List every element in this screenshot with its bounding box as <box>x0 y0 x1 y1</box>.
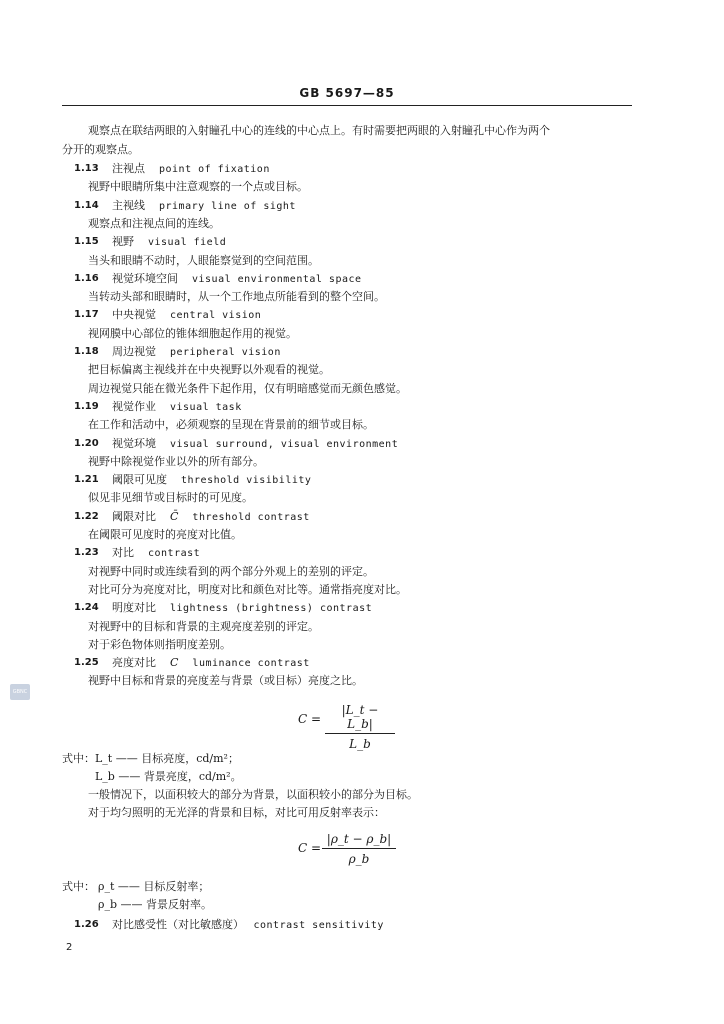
term-chinese: 中央视觉 <box>112 308 156 322</box>
section-number: 1.18 <box>74 346 99 357</box>
section-term <box>112 199 296 214</box>
section-term <box>112 546 200 561</box>
section-body-line: 当头和眼睛不动时，人眼能察觉到的空间范围。 <box>88 253 319 267</box>
where-1-line-1: L_t —— 目标亮度，cd/m²； <box>95 752 239 765</box>
formula-1-fraction <box>325 703 395 751</box>
section-body-line: 在阈限可见度时的亮度对比值。 <box>88 528 242 541</box>
formula-2-lhs: C = <box>298 841 322 855</box>
section-term <box>112 656 310 671</box>
term-chinese: 视觉作业 <box>112 399 156 413</box>
where-2-prefix: 式中： <box>62 880 95 893</box>
formula-2-numerator: |ρ_t − ρ_b| <box>322 832 396 849</box>
term-chinese: 视野 <box>112 235 134 249</box>
section-term <box>112 162 270 177</box>
section-term <box>112 400 242 415</box>
formula-1-numerator: |L_t − L_b| <box>325 703 395 734</box>
intro-line-2: 分开的观察点。 <box>62 143 139 156</box>
term-english: point of fixation <box>159 164 270 175</box>
formula-1-lhs: C = <box>298 712 322 726</box>
section-body-line: 视野中目标和背景的亮度差与背景（或目标）亮度之比。 <box>88 674 363 688</box>
section-body-line: 观察点和注视点间的连线。 <box>88 216 220 230</box>
section-number: 1.25 <box>74 657 99 669</box>
section-body-line: 视野中眼睛所集中注意观察的一个点或目标。 <box>88 180 308 194</box>
section-body-line: 对视野中的目标和背景的主观亮度差别的评定。 <box>88 619 319 633</box>
term-symbol: C̄ <box>170 509 179 523</box>
section-body-line: 对比可分为亮度对比，明度对比和颜色对比等。通常指亮度对比。 <box>88 582 407 596</box>
where-1-line-2: L_b —— 背景亮度，cd/m²。 <box>95 770 242 783</box>
section-term <box>112 272 362 287</box>
section-number-1-26: 1.26 <box>74 919 99 930</box>
section-term <box>112 345 281 360</box>
section-term <box>112 437 398 452</box>
section-term <box>112 510 310 525</box>
formula-1-denominator: L_b <box>349 737 371 751</box>
term-chinese: 周边视觉 <box>112 345 156 358</box>
standard-code: GB 5697—85 <box>299 86 395 100</box>
section-number: 1.20 <box>74 437 99 449</box>
term-chinese: 视觉环境 <box>112 436 156 450</box>
term-chinese: 对比感受性（对比敏感度） <box>112 918 244 931</box>
section-body-line: 似见非见细节或目标时的可见度。 <box>88 491 253 505</box>
section-number: 1.21 <box>74 474 99 486</box>
term-english: peripheral vision <box>170 347 281 358</box>
section-body-line: 对于彩色物体则指明度差别。 <box>88 637 231 651</box>
section-body-line: 对视野中同时或连续看到的两个部分外观上的差别的评定。 <box>88 564 374 578</box>
section-body-line: 视网膜中心部位的锥体细胞起作用的视觉。 <box>88 326 297 340</box>
term-english: luminance contrast <box>192 658 310 670</box>
section-number: 1.14 <box>74 199 99 211</box>
term-chinese: 视觉环境空间 <box>112 271 178 285</box>
where-2-line-1: ρ_t —— 目标反射率； <box>98 880 210 893</box>
section-number: 1.15 <box>74 236 99 248</box>
where-2-line-2: ρ_b —— 背景反射率。 <box>98 898 213 911</box>
term-english: visual task <box>170 401 242 413</box>
formula-2-denominator: ρ_b <box>348 852 370 866</box>
term-english: visual environmental space <box>192 273 362 285</box>
section-term <box>112 235 226 250</box>
section-body-line: 视野中除视觉作业以外的所有部分。 <box>88 454 264 468</box>
intro-line-1: 观察点在联结两眼的入射瞳孔中心的连线的中心点上。有时需要把两眼的入射瞳孔中心作为两个 <box>88 124 550 137</box>
section-term <box>112 601 372 616</box>
where-1-line-3: 一般情况下，以面积较大的部分为背景，以面积较小的部分为目标。 <box>88 788 418 801</box>
section-number: 1.17 <box>74 309 99 321</box>
term-english: lightness (brightness) contrast <box>170 603 373 615</box>
section-number: 1.13 <box>74 163 99 174</box>
page-header <box>62 86 632 106</box>
term-chinese: 主视线 <box>112 198 145 212</box>
section-body-line: 在工作和活动中，必须观察的呈现在背景前的细节或目标。 <box>88 418 374 432</box>
term-english: threshold contrast <box>192 511 310 523</box>
term-chinese: 阈限可见度 <box>112 473 167 487</box>
term-english: threshold visibility <box>181 475 312 487</box>
term-english: contrast <box>148 548 201 560</box>
section-term <box>112 473 311 488</box>
section-number: 1.24 <box>74 602 99 614</box>
term-chinese: 明度对比 <box>112 601 156 615</box>
term-english: visual surround, visual environment <box>170 438 399 450</box>
section-body-line: 当转动头部和眼睛时，从一个工作地点所能看到的整个空间。 <box>88 290 385 304</box>
term-symbol: C <box>170 656 179 670</box>
term-chinese: 注视点 <box>112 162 145 175</box>
where-1-line-4: 对于均匀照明的无光泽的背景和目标，对比可用反射率表示： <box>88 806 385 819</box>
formula-2-fraction <box>322 832 396 866</box>
section-number: 1.22 <box>74 510 99 522</box>
term-english: central vision <box>170 310 262 322</box>
term-english: contrast sensitivity <box>253 920 384 931</box>
term-english: visual field <box>148 237 227 249</box>
term-chinese: 阈限对比 <box>112 509 156 523</box>
section-number: 1.19 <box>74 400 99 412</box>
section-number: 1.16 <box>74 272 99 284</box>
term-chinese: 对比 <box>112 546 134 560</box>
section-body-line: 周边视觉只能在微光条件下起作用，仅有明暗感觉而无颜色感觉。 <box>88 381 407 395</box>
where-1-prefix: 式中： <box>62 752 95 765</box>
page-number: 2 <box>66 942 73 953</box>
term-chinese: 亮度对比 <box>112 656 156 670</box>
term-english: primary line of sight <box>159 200 296 212</box>
section-number: 1.23 <box>74 547 99 559</box>
section-term-1-26 <box>112 918 384 933</box>
section-term <box>112 308 261 323</box>
library-stamp: GBNC <box>10 684 30 700</box>
section-body-line: 把目标偏离主视线并在中央视野以外观看的视觉。 <box>88 363 330 377</box>
